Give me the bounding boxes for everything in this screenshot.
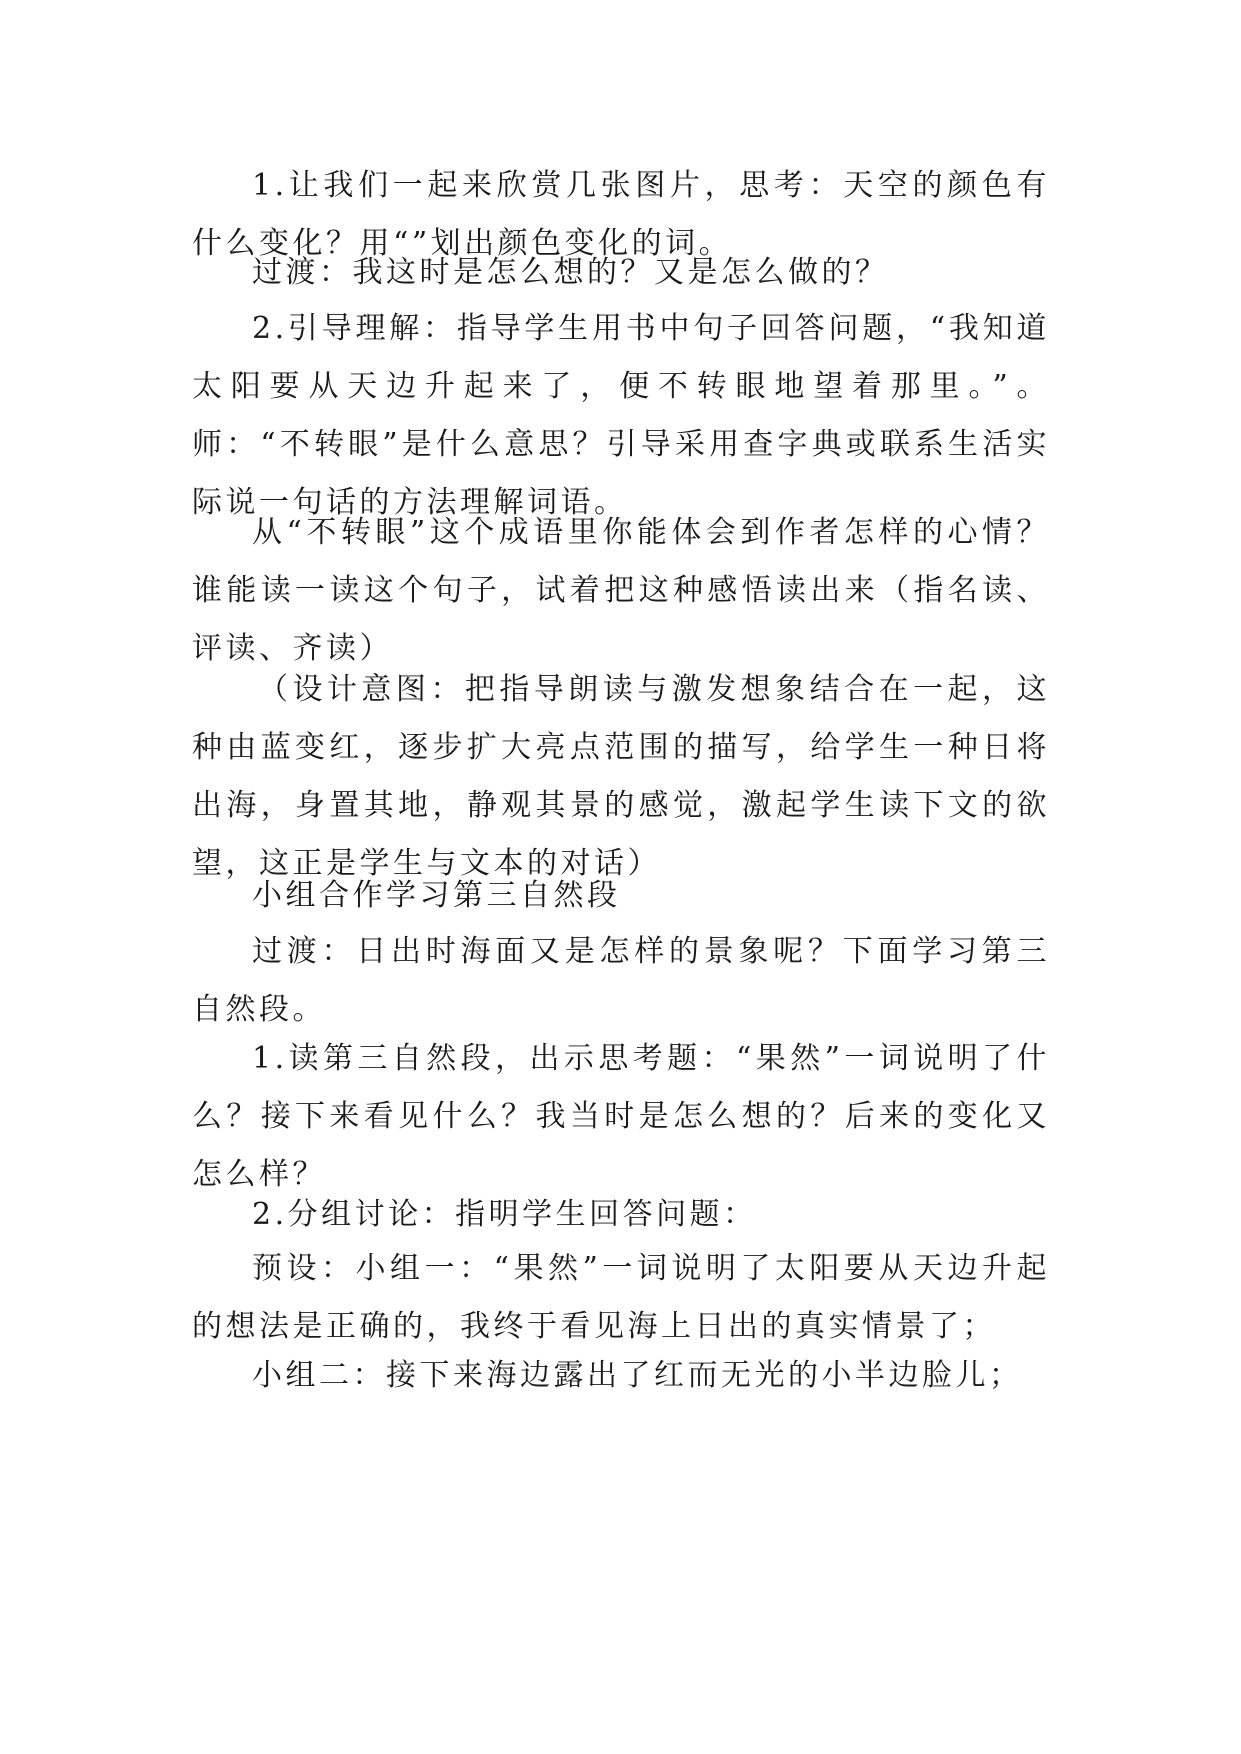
paragraph-8: 1.读第三自然段，出示思考题：“果然”一词说明了什么？接下来看见什么？我当时是怎么想的？后来的变化又怎么样？ [192, 1041, 1050, 1192]
paragraph-3: 2.引导理解：指导学生用书中句子回答问题，“我知道太阳要从天边升起来了，便不转眼地望着那里。”。师：“不转眼”是什么意思？引导采用查字典或联系生活实际说一句话的方法理解词语。 [192, 311, 1050, 520]
paragraph-6: 小组合作学习第三自然段 [252, 878, 621, 913]
paragraph-2: 过渡：我这时是怎么想的？又是怎么做的？ [252, 255, 889, 290]
paragraph-11: 小组二：接下来海边露出了红而无光的小半边脸儿； [252, 1358, 1023, 1393]
paragraph-5: （设计意图：把指导朗读与激发想象结合在一起，这种由蓝变红，逐步扩大亮点范围的描写，给学生一种日将出海，身置其地，静观其景的感觉，激起学生读下文的欲望，这正是学生与文本的对话） [192, 672, 1050, 881]
paragraph-1: 1.让我们一起来欣赏几张图片，思考：天空的颜色有什么变化？用“”划出颜色变化的词。 [192, 168, 1050, 261]
paragraph-9: 2.分组讨论：指明学生回答问题： [252, 1197, 757, 1232]
paragraph-10: 预设：小组一：“果然”一词说明了太阳要从天边升起的想法是正确的，我终于看见海上日出的真实情景了； [192, 1251, 1050, 1344]
paragraph-7: 过渡：日出时海面又是怎样的景象呢？下面学习第三自然段。 [192, 934, 1050, 1027]
paragraph-4: 从“不转眼”这个成语里你能体会到作者怎样的心情？谁能读一读这个句子，试着把这种感悟读出来（指名读、评读、齐读） [192, 515, 1050, 666]
